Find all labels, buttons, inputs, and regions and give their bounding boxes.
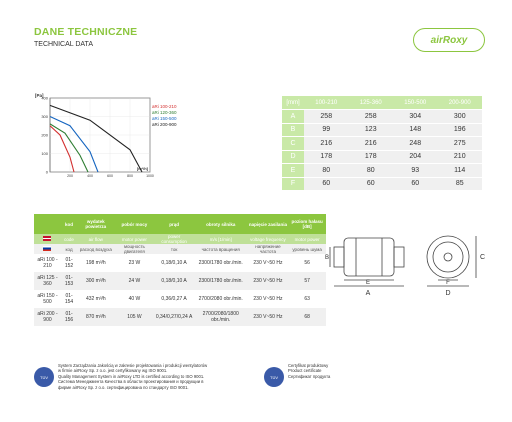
spec-flow: 300 m³/h: [77, 272, 114, 290]
specs-header-row-cell: wydatek powietrza: [77, 214, 114, 234]
dims-row: [282, 164, 482, 178]
x-tick-label: 1000: [146, 174, 154, 178]
spec-noise: 63: [304, 296, 310, 302]
x-tick-label: 600: [107, 174, 113, 178]
spec-flow: 432 m³/h: [85, 296, 106, 302]
dims-row: [282, 110, 482, 124]
dims-value: 258: [349, 110, 394, 124]
x-tick-label: 200: [67, 174, 73, 178]
dims-value: 123: [349, 123, 394, 137]
x-axis-label: [m³/h]: [136, 166, 148, 171]
spec-power: 40 W: [128, 296, 141, 302]
y-tick-label: 0: [45, 169, 48, 175]
dims-value: 178: [304, 150, 349, 164]
dims-value: 93: [393, 164, 438, 178]
spec-code: 01-153: [61, 272, 77, 290]
spec-rpm: 2300/1780 obr./min.: [198, 260, 243, 266]
specs-ru-row-cell: напряжение частота: [248, 244, 289, 254]
spec-model: aRi 100 - 210: [37, 257, 58, 269]
y-tick-label: 100: [41, 151, 48, 156]
spec-power: 23 W: [128, 260, 141, 266]
brand-logo: [413, 28, 485, 52]
specs-ru-row-cell: частота вращения: [194, 244, 248, 254]
dims-value: 216: [304, 137, 349, 151]
dims-header-cell: 125-360: [349, 96, 394, 110]
specs-units-row-cell: m/s [1/min]: [194, 234, 248, 244]
spec-current: 0,18/0,10 A: [154, 272, 193, 290]
dims-letter: A: [282, 110, 304, 124]
spec-flow: 870 m³/h: [77, 308, 114, 326]
cert-line: Certyfikat produktowy: [288, 363, 329, 368]
uk-flag-icon: [43, 236, 51, 241]
specs-header-row-cell: obroty silnika: [194, 214, 248, 234]
cert-line: Сертификат продукта: [288, 373, 331, 379]
specs-table: [34, 214, 326, 326]
spec-model: aRi 150 - 500: [37, 293, 58, 305]
dims-value: 178: [349, 150, 394, 164]
spec-rpm: 2700/2080/1800 obr./min.: [194, 308, 248, 326]
dims-row: [282, 137, 482, 151]
specs-units-row: [34, 234, 326, 244]
specs-header-row-cell: pobór mocy: [114, 214, 154, 234]
spec-code: 01-152: [64, 257, 74, 269]
dims-value: 248: [393, 137, 438, 151]
dims-value: 258: [304, 110, 349, 124]
dims-value: 60: [393, 177, 438, 191]
spec-current: 0,36/0,27 A: [161, 296, 187, 302]
spec-noise: 57: [288, 272, 326, 290]
table-row: [34, 290, 326, 308]
product-certificate-text: [288, 363, 330, 387]
dims-value: 80: [349, 164, 394, 178]
front-view: [427, 236, 476, 286]
specs-units-row-cell: power consumption: [154, 234, 193, 244]
cert-line: Quality Management System in airRoxy LTD is certified according to ISO 9001.: [58, 373, 205, 379]
dims-letter: B: [282, 123, 304, 137]
dims-value: 85: [438, 177, 483, 191]
spec-model: aRi 200 - 900: [34, 308, 61, 326]
spec-voltage: 230 V~50 Hz: [248, 272, 289, 290]
spec-current: 0,34/0,27/0,24 A: [154, 308, 193, 326]
spec-code: 01-154: [64, 293, 74, 305]
spec-noise: 56: [304, 260, 310, 266]
dims-row: [282, 177, 482, 191]
dims-value: 210: [438, 150, 483, 164]
specs-ru-row: [34, 244, 326, 254]
y-tick-label: 400: [41, 95, 48, 101]
specs-units-row-cell: motor power: [114, 234, 154, 244]
y-tick-label: 300: [41, 114, 48, 119]
legend-entry: aRi 150-500: [152, 116, 177, 121]
legend-entry: aRi 200-900: [152, 122, 177, 127]
specs-header-row-cell: napięcie zasilania: [248, 214, 289, 234]
dims-header-cell: 100-210: [304, 96, 349, 110]
dims-header-cell: [mm]: [282, 96, 304, 110]
dims-value: 60: [304, 177, 349, 191]
performance-chart: [34, 92, 177, 187]
specs-header-row-cell: prąd: [154, 214, 193, 234]
dimensions-table: [282, 96, 482, 191]
dim-label-e: E: [365, 280, 371, 286]
dims-letter: C: [282, 137, 304, 151]
specs-units-row-cell: motor power: [288, 234, 326, 244]
spec-voltage: 230 V~50 Hz: [248, 308, 289, 326]
specs-header-row-cell: [34, 214, 61, 234]
specs-units-row-cell: air flow: [77, 234, 114, 244]
dims-value: 304: [393, 110, 438, 124]
spec-noise: 68: [288, 308, 326, 326]
quality-certificate: [34, 363, 239, 390]
table-row: [34, 254, 326, 272]
specs-header-row: [34, 214, 326, 234]
dims-row: [282, 123, 482, 137]
quality-certificate-text: [58, 363, 207, 390]
dims-value: 275: [438, 137, 483, 151]
specs-header-row-cell: kod: [61, 214, 77, 234]
dims-header-cell: 150-500: [393, 96, 438, 110]
legend-entry: aRi 120-360: [152, 110, 177, 115]
specs-ru-row-cell: [34, 244, 61, 254]
page-title: DANE TECHNICZNE: [34, 26, 138, 38]
dims-header-row: [282, 96, 482, 110]
spec-power: 105 W: [114, 308, 154, 326]
dims-header-cell: 200-900: [438, 96, 483, 110]
spec-rpm: 2300/1780 obr./min.: [194, 272, 248, 290]
cert-line: w firmie airRoxy Sp. z o.o. jest certyfikowany wg ISO 9001.: [58, 368, 168, 374]
dims-value: 80: [304, 164, 349, 178]
table-row: [34, 308, 326, 326]
cert-line: Система Менеджмента Качества в области проектирования и продукции в: [58, 379, 204, 385]
tuv-badge-icon: TÜV: [34, 367, 54, 387]
cert-line: System Zarządzania Jakością w zakresie projektowania i produkcji wentylatorów: [58, 363, 208, 368]
specs-units-row-cell: [34, 234, 61, 244]
cert-line: фирме airRoxy Sp. z o.o. сертифицирована по стандарту ISO 9001.: [58, 384, 189, 390]
x-tick-label: 400: [87, 174, 93, 178]
dims-letter: E: [282, 164, 304, 178]
fan-drawing: [324, 226, 488, 306]
series-line: [50, 126, 74, 172]
dims-value: 60: [349, 177, 394, 191]
dim-label-d: D: [445, 290, 451, 297]
spec-current: 0,18/0,10 A: [161, 260, 187, 266]
y-tick-label: 200: [41, 132, 48, 138]
legend-entry: aRi 100-210: [152, 104, 177, 109]
dim-label-f: F: [446, 280, 450, 286]
dims-value: 216: [349, 137, 394, 151]
spec-voltage: 230 V~50 Hz: [253, 296, 283, 302]
page-subtitle: TECHNICAL DATA: [34, 41, 93, 48]
cert-line: Product certificate: [288, 368, 322, 374]
spec-flow: 198 m³/h: [85, 260, 106, 266]
specs-ru-row-cell: мощность двигателя: [114, 244, 154, 254]
specs-units-row-cell: code: [61, 234, 77, 244]
specs-ru-row-cell: ток: [154, 244, 193, 254]
dim-label-a: A: [365, 290, 371, 297]
side-view: [330, 238, 404, 286]
specs-units-row-cell: voltage frequency: [248, 234, 289, 244]
dims-value: 99: [304, 123, 349, 137]
dims-row: [282, 150, 482, 164]
spec-voltage: 230 V~50 Hz: [253, 260, 283, 266]
dims-letter: D: [282, 150, 304, 164]
series-line: [50, 117, 98, 173]
specs-header-row-cell: poziom hałasu [dB]: [288, 214, 326, 234]
dim-label-c: C: [480, 254, 486, 261]
dims-letter: F: [282, 177, 304, 191]
spec-code: 01-156: [61, 308, 77, 326]
table-row: [34, 272, 326, 290]
spec-power: 24 W: [114, 272, 154, 290]
ru-flag-icon: [43, 246, 51, 251]
dims-value: 148: [393, 123, 438, 137]
tuv-badge-icon: TÜV: [264, 367, 284, 387]
specs-ru-row-cell: расход воздуха: [77, 244, 114, 254]
series-line: [50, 105, 142, 172]
dims-value: 204: [393, 150, 438, 164]
product-certificate: [264, 363, 464, 387]
dims-value: 196: [438, 123, 483, 137]
specs-ru-row-cell: код: [61, 244, 77, 254]
logo-text: airRoxy: [430, 34, 468, 46]
specs-ru-row-cell: уровень шума: [288, 244, 326, 254]
y-axis-label: [Pa]: [35, 93, 44, 98]
spec-rpm: 2700/2080 obr./min.: [198, 296, 243, 302]
dims-value: 114: [438, 164, 483, 178]
x-tick-label: 800: [127, 174, 133, 178]
dim-label-b: B: [324, 255, 329, 261]
dims-value: 300: [438, 110, 483, 124]
spec-model: aRi 125 - 360: [34, 272, 61, 290]
